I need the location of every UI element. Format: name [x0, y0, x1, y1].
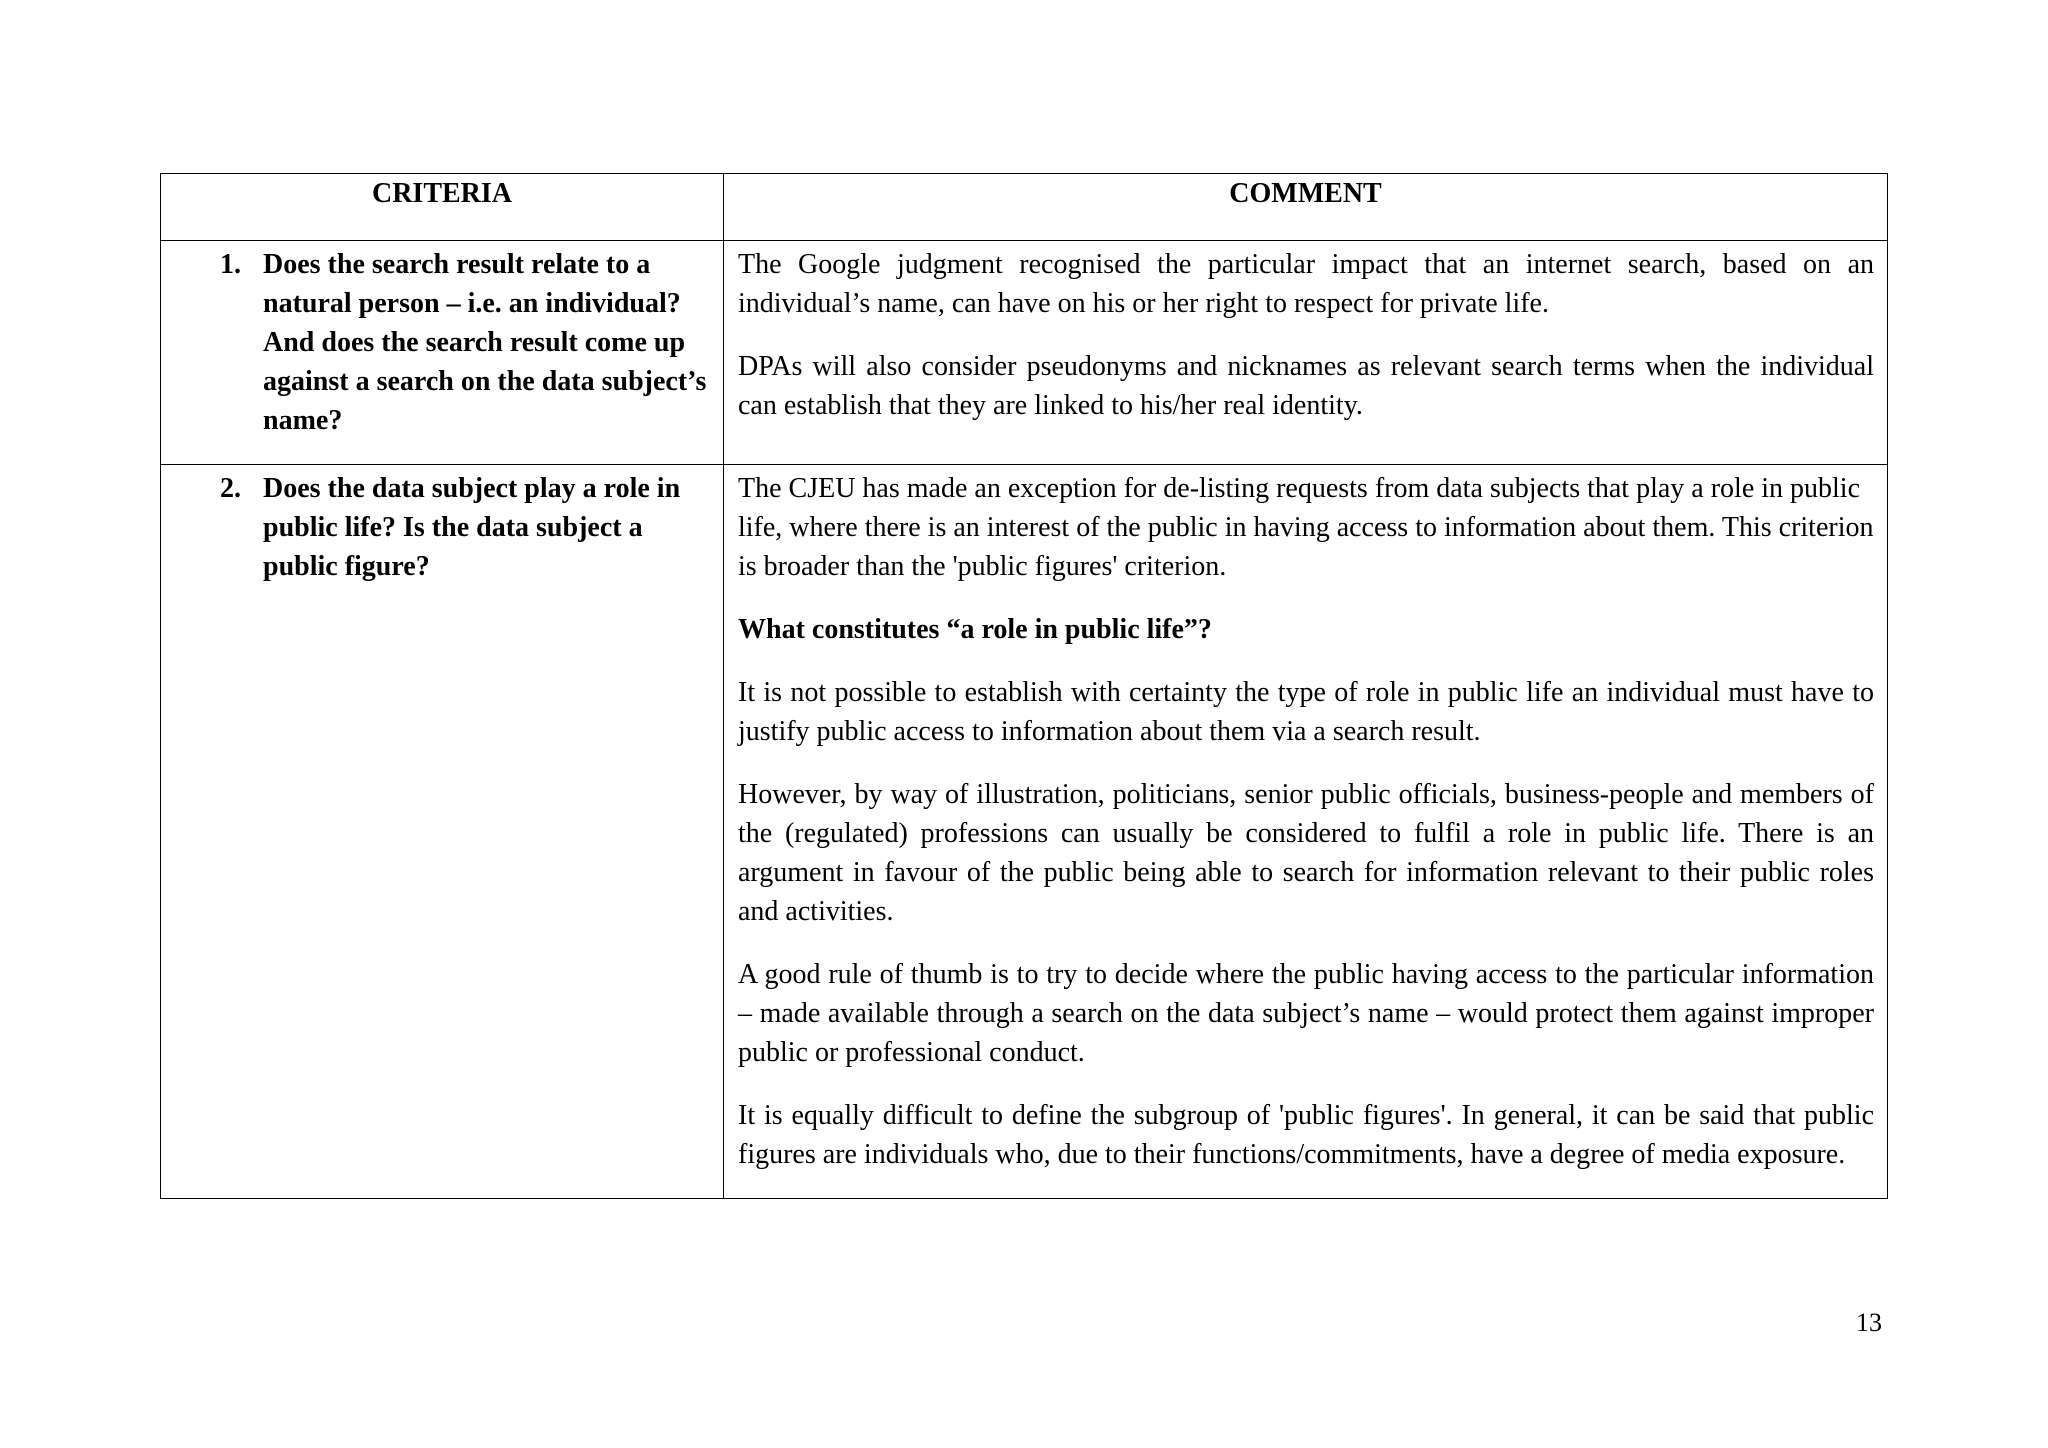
table-header-row — [161, 174, 1888, 241]
comment-paragraph: A good rule of thumb is to try to decide where the public having access to the particular information – made available through a search on the data subject’s name – would protect them against improper public or professional conduct. — [738, 959, 1874, 1068]
criteria-item — [161, 469, 709, 586]
comment-paragraph: It is not possible to establish with certainty the type of role in public life an individual must have to justify public access to information about them via a search result. — [738, 677, 1874, 747]
table-row — [161, 241, 1888, 465]
criteria-question: Does the data subject play a role in public life? Is the data subject a public figure? — [263, 473, 681, 582]
comment-paragraph: The CJEU has made an exception for de-listing requests from data subjects that play a role in public life, where there is an interest of the public in having access to information about them. This criterion is broader than the 'public figures' criterion. — [738, 473, 1874, 582]
criteria-item — [161, 245, 709, 440]
comment-paragraph: However, by way of illustration, politicians, senior public officials, business-people and members of the (regulated) professions can usually be considered to fulfil a role in public life. There is an argument in favour of the public being able to search for information relevant to their public roles and activities. — [738, 779, 1874, 927]
comment-paragraph: DPAs will also consider pseudonyms and nicknames as relevant search terms when the individual can establish that they are linked to his/her real identity. — [738, 351, 1874, 421]
criteria-cell — [161, 241, 724, 465]
comment-subheading: What constitutes “a role in public life”? — [738, 614, 1212, 645]
table-row — [161, 465, 1888, 1199]
comment-paragraph: The Google judgment recognised the particular impact that an internet search, based on an individual’s name, can have on his or her right to respect for private life. — [738, 249, 1874, 319]
criteria-column-header: CRITERIA — [161, 174, 724, 241]
comment-cell — [724, 241, 1888, 465]
criteria-number: 2. — [220, 473, 241, 504]
comment-column-header: COMMENT — [724, 174, 1888, 241]
criteria-question: Does the search result relate to a natural person – i.e. an individual? And does the search result come up against a search on the data subject’s name? — [263, 249, 707, 436]
page-number: 13 — [1856, 1308, 1882, 1337]
criteria-cell — [161, 465, 724, 1199]
comment-paragraph: It is equally difficult to define the subgroup of 'public figures'. In general, it can be said that public figures are individuals who, due to their functions/commitments, have a degree of media exposure. — [738, 1100, 1874, 1170]
criteria-table — [160, 173, 1888, 1199]
criteria-number: 1. — [220, 249, 241, 280]
comment-cell — [724, 465, 1888, 1199]
